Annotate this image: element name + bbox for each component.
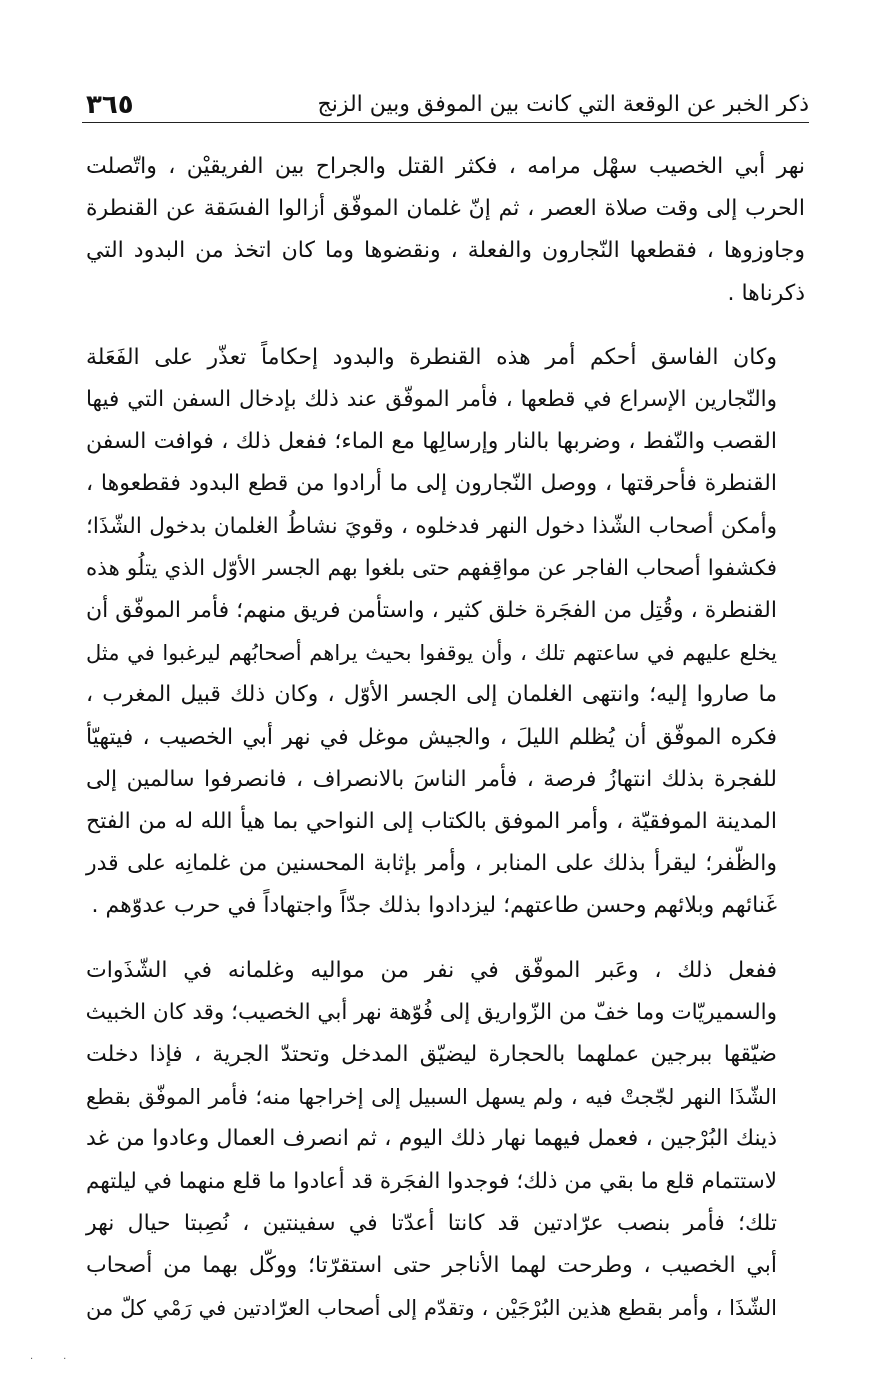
text-line: ذينك البُرْجين ، فعمل فيهما نهار ذلك اليوم ، ثم انصرف العمال وعادوا من غد (86, 1126, 777, 1152)
text-line: القصب والنّفط ، وضربها بالنار وإرسالِها مع الماء؛ ففعل ذلك ، فوافت السفن (86, 429, 777, 455)
paragraph (86, 146, 805, 315)
text-line: غَنائهم وبلائهم وحسن طاعتهم؛ ليزدادوا بذلك جدّاً واجتهاداً في حرب عدوّهم . (91, 893, 777, 919)
text-line: وجاوزوها ، فقطعها النّجارون والفعلة ، ونقضوها وما كان اتخذ من البدود التي (86, 238, 805, 264)
page-number: ٣٦٥ (86, 90, 134, 120)
text-line: لاستتمام قلع ما بقي من ذلك؛ فوجدوا الفجَرة قد أعادوا ما قلع منهما في ليلتهم (86, 1168, 777, 1194)
text-line: القنطرة ، وقُتِل من الفجَرة خلق كثير ، واستأمن فريق منهم؛ فأمر الموفّق أن (86, 598, 777, 624)
text-line: للفجرة بذلك انتهازُ فرصة ، فأمر الناسَ بالانصراف ، فانصرفوا سالمين إلى (86, 766, 777, 792)
text-line: ذكرناها . (727, 280, 805, 306)
text-line: ففعل ذلك ، وعَبر الموفّق في نفر من مواليه وغلمانه في الشّذَوات (86, 957, 777, 983)
text-line: يخلع عليهم في ساعتهم تلك ، وأن يوقفوا بحيث يراهم أصحابُهم ليرغبوا في مثل (86, 641, 777, 666)
text-line: تلك؛ فأمر بنصب عرّادتين قد كانتا أعدّتا في سفينتين ، نُصِبتا حيال نهر (86, 1210, 777, 1236)
text-line: والنّجارين الإسراع في قطعها ، فأمر الموفّق عند ذلك بإدخال السفن التي فيها (86, 387, 777, 413)
scan-specks: ·​· (30, 1354, 97, 1365)
text-line: فكره الموفّق أن يُظلم الليلَ ، والجيش موغل في نهر أبي الخصيب ، فيتهيّأ (86, 724, 777, 750)
text-line: وأمكن أصحاب الشّذا دخول النهر فدخلوه ، وقويَ نشاطُ الغلمان بدخول الشّذَا؛ (86, 513, 777, 539)
text-line: فكشفوا أصحاب الفاجر عن مواقِفهم حتى بلغوا بهم الجسر الأوّل الذي يتلُو هذه (86, 555, 777, 581)
text-line: نهر أبي الخصيب سهْل مرامه ، فكثر القتل والجراح بين الفريقيْن ، واتّصلت (86, 154, 805, 179)
text-line: الشّذَا ، وأمر بقطع هذين البُرْجَيْن ، وتقدّم إلى أصحاب العرّادتين في رَمْي كلّ من (86, 1296, 777, 1321)
text-line: ضيّقها ببرجين عملهما بالحجارة ليضيّق المدخل وتحتدّ الجرية ، فإذا دخلت (86, 1042, 777, 1068)
text-line: الشّذَا النهر لجّجتْ فيه ، ولم يسهل السبيل إلى إخراجها منه؛ فأمر الموفّق بقطع (86, 1085, 777, 1110)
text-line: أبي الخصيب ، وطرحت لهما الأناجر حتى استقرّتا؛ ووكّل بهما من أصحاب (86, 1253, 777, 1279)
chapter-title: ذكر الخبر عن الوقعة التي كانت بين الموفق وبين الزنج (317, 92, 809, 117)
text-line: الحرب إلى وقت صلاة العصر ، ثم إنّ غلمان الموفّق أزالوا الفسَقة عن القنطرة (86, 196, 805, 222)
paragraph (86, 337, 805, 928)
running-header (82, 82, 809, 123)
paragraph (86, 950, 805, 1330)
text-line: وكان الفاسق أحكم أمر هذه القنطرة والبدود إحكاماً تعذّر على الفَعَلة (86, 344, 777, 370)
text-line: المدينة الموفقيّة ، وأمر الموفق بالكتاب إلى النواحي بما هيأ الله له من الفتح (86, 809, 777, 835)
text-line: القنطرة فأحرقتها ، ووصل النّجارون إلى ما أرادوا من قطع البدود فقطعوها ، (86, 471, 777, 497)
body-text (86, 140, 805, 1329)
text-line: ما صاروا إليه؛ وانتهى الغلمان إلى الجسر الأوّل ، وكان ذلك قبيل المغرب ، (86, 682, 777, 708)
text-line: والظّفر؛ ليقرأ بذلك على المنابر ، وأمر بإثابة المحسنين من غلمانِه على قدر (86, 851, 777, 877)
text-line: والسميريّات وما خفّ من الزّواريق إلى فُوّهة نهر أبي الخصيب؛ وقد كان الخبيث (85, 999, 777, 1025)
